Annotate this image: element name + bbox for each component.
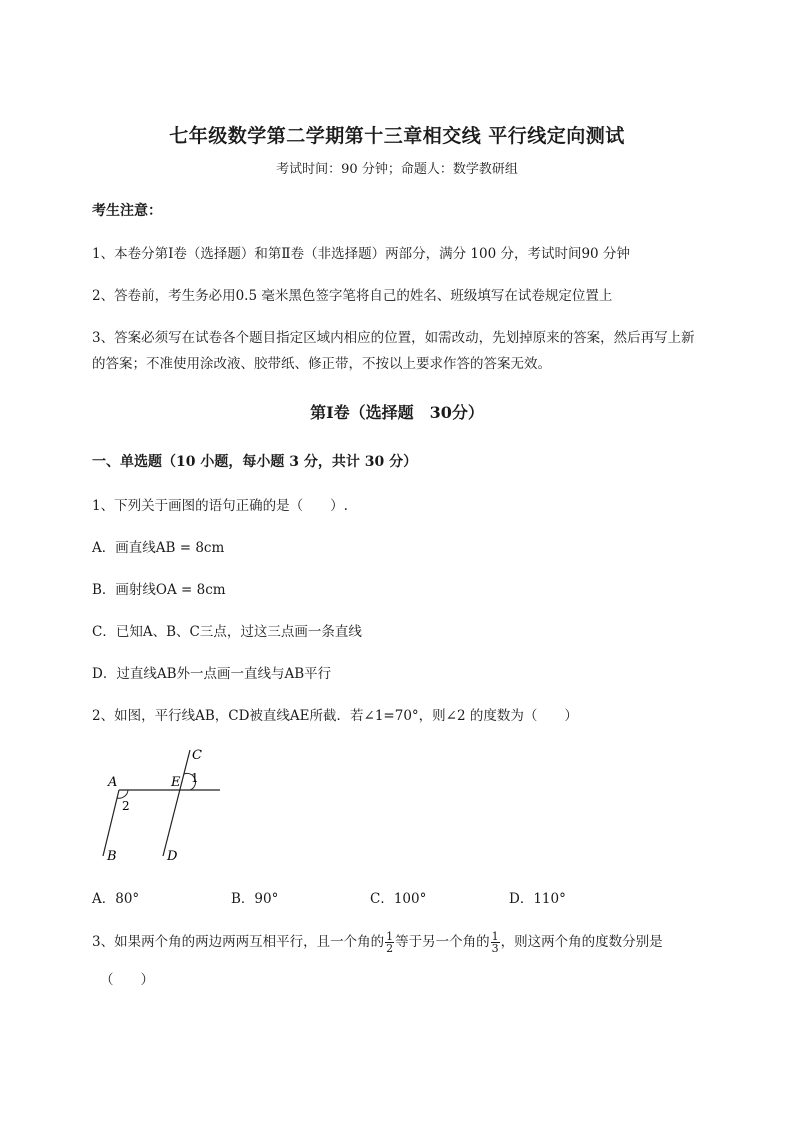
q1-option-c: C．已知A、B、C三点，过这三点画一条直线 (92, 624, 362, 640)
exam-info: 考试时间：90 分钟；命题人：数学教研组 (276, 162, 518, 177)
q1-option-b: B．画射线OA = 8cm (92, 582, 226, 598)
notice-item-2: 2、答卷前，考生务必用0.5 毫米黑色签字笔将自己的姓名、班级填写在试卷规定位置上 (92, 288, 613, 304)
section-title: 第Ⅰ卷（选择题 30分） (310, 403, 484, 422)
line-cd (163, 750, 190, 856)
q3-stem-part2: 等于另一个角的 (395, 934, 490, 950)
q2-stem: 2、如图，平行线AB，CD被直线AE所截．若∠1=70°，则∠2 的度数为（ ） (92, 708, 578, 724)
q3-stem-line2: （ ） (100, 972, 154, 988)
q3-stem-part1: 3、如果两个角的两边两两互相平行，且一个角的 (92, 934, 385, 950)
page-title: 七年级数学第二学期第十三章相交线 平行线定向测试 (169, 125, 625, 147)
label-d: D (167, 849, 178, 864)
fraction-third-den: 3 (491, 942, 499, 955)
label-angle-2: 2 (122, 799, 130, 813)
label-b: B (107, 849, 117, 864)
label-a: A (108, 775, 118, 790)
q2-option-d: D．110° (509, 891, 566, 907)
line-ab (103, 790, 119, 856)
q2-option-a: A．80° (92, 891, 140, 907)
notice-item-3-cont: 的答案；不准使用涂改液、胶带纸、修正带，不按以上要求作答的答案无效。 (92, 356, 551, 372)
label-e: E (171, 775, 181, 790)
q1-option-a: A．画直线AB = 8cm (92, 540, 225, 556)
notice-heading: 考生注意： (92, 203, 162, 219)
q2-figure (95, 742, 235, 867)
label-c: C (192, 748, 202, 763)
q2-option-b: B．90° (231, 891, 279, 907)
notice-item-3: 3、答案必须写在试卷各个题目指定区域内相应的位置，如需改动，先划掉原来的答案，然后再写上新 (92, 330, 695, 346)
q1-stem: 1、下列关于画图的语句正确的是（ ）. (92, 498, 348, 514)
fraction-half (385, 931, 394, 954)
notice-item-1: 1、本卷分第Ⅰ卷（选择题）和第Ⅱ卷（非选择题）两部分，满分 100 分，考试时间90 分钟 (92, 246, 630, 262)
label-angle-1: 1 (191, 771, 199, 785)
fraction-half-num: 1 (386, 930, 394, 943)
fraction-third-num: 1 (491, 930, 499, 943)
q3-stem (92, 930, 663, 954)
part-heading: 一、单选题（10 小题，每小题 3 分，共计 30 分） (92, 454, 418, 470)
q3-stem-part3: ，则这两个角的度数分别是 (500, 934, 663, 950)
q1-option-d: D．过直线AB外一点画一直线与AB平行 (92, 666, 332, 682)
fraction-half-den: 2 (386, 942, 394, 955)
fraction-third (491, 931, 500, 954)
q2-option-c: C．100° (370, 891, 427, 907)
